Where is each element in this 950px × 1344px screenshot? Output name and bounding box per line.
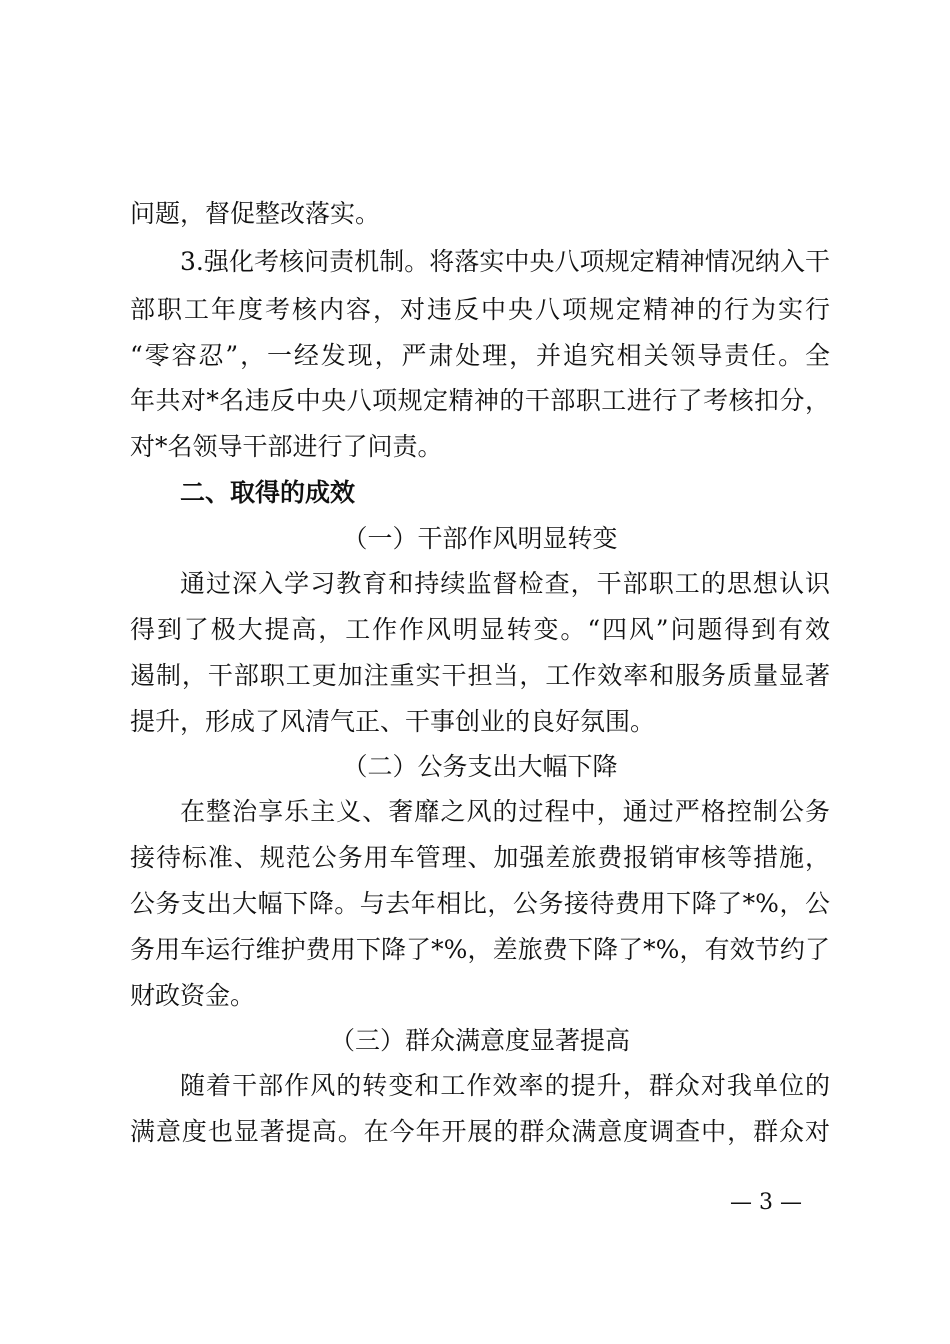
paragraph-line: 公务支出大幅下降。与去年相比，公务接待费用下降了*%，公 <box>130 889 830 918</box>
paragraph-line: 部职工年度考核内容，对违反中央八项规定精神的行为实行 <box>130 295 830 324</box>
section-heading: 二、取得的成效 <box>180 478 356 507</box>
paragraph-line: 通过深入学习教育和持续监督检查，干部职工的思想认识 <box>180 569 830 598</box>
paragraph-line: 在整治享乐主义、奢靡之风的过程中，通过严格控制公务 <box>180 797 830 826</box>
page-number: — 3 — <box>730 1190 802 1215</box>
paragraph-line: 接待标准、规范公务用车管理、加强差旅费报销审核等措施， <box>130 843 830 872</box>
paragraph-line: 年共对*名违反中央八项规定精神的干部职工进行了考核扣分， <box>130 386 830 415</box>
paragraph-line: 随着干部作风的转变和工作效率的提升，群众对我单位的 <box>180 1071 830 1100</box>
paragraph-line: 提升，形成了风清气正、干事创业的良好氛围。 <box>130 707 656 736</box>
subheading-2: （二）公务支出大幅下降 <box>342 752 618 781</box>
paragraph-line: 对*名领导干部进行了问责。 <box>130 432 443 461</box>
paragraph-line: 满意度也显著提高。在今年开展的群众满意度调查中，群众对 <box>130 1117 830 1146</box>
paragraph-line: 遏制，干部职工更加注重实干担当，工作效率和服务质量显著 <box>130 661 830 690</box>
paragraph-line: 问题，督促整改落实。 <box>130 199 381 228</box>
paragraph-line: 务用车运行维护费用下降了*%，差旅费下降了*%，有效节约了 <box>130 935 830 964</box>
subheading-1: （一）干部作风明显转变 <box>342 524 618 553</box>
subheading-3: （三）群众满意度显著提高 <box>329 1026 630 1055</box>
paragraph-line: “零容忍”，一经发现，严肃处理，并追究相关领导责任。全 <box>130 341 830 370</box>
paragraph-line: 得到了极大提高，工作作风明显转变。“四风”问题得到有效 <box>130 615 830 644</box>
paragraph-line: 财政资金。 <box>130 981 256 1010</box>
paragraph-line: 3.强化考核问责机制。将落实中央八项规定精神情况纳入干 <box>180 247 830 276</box>
